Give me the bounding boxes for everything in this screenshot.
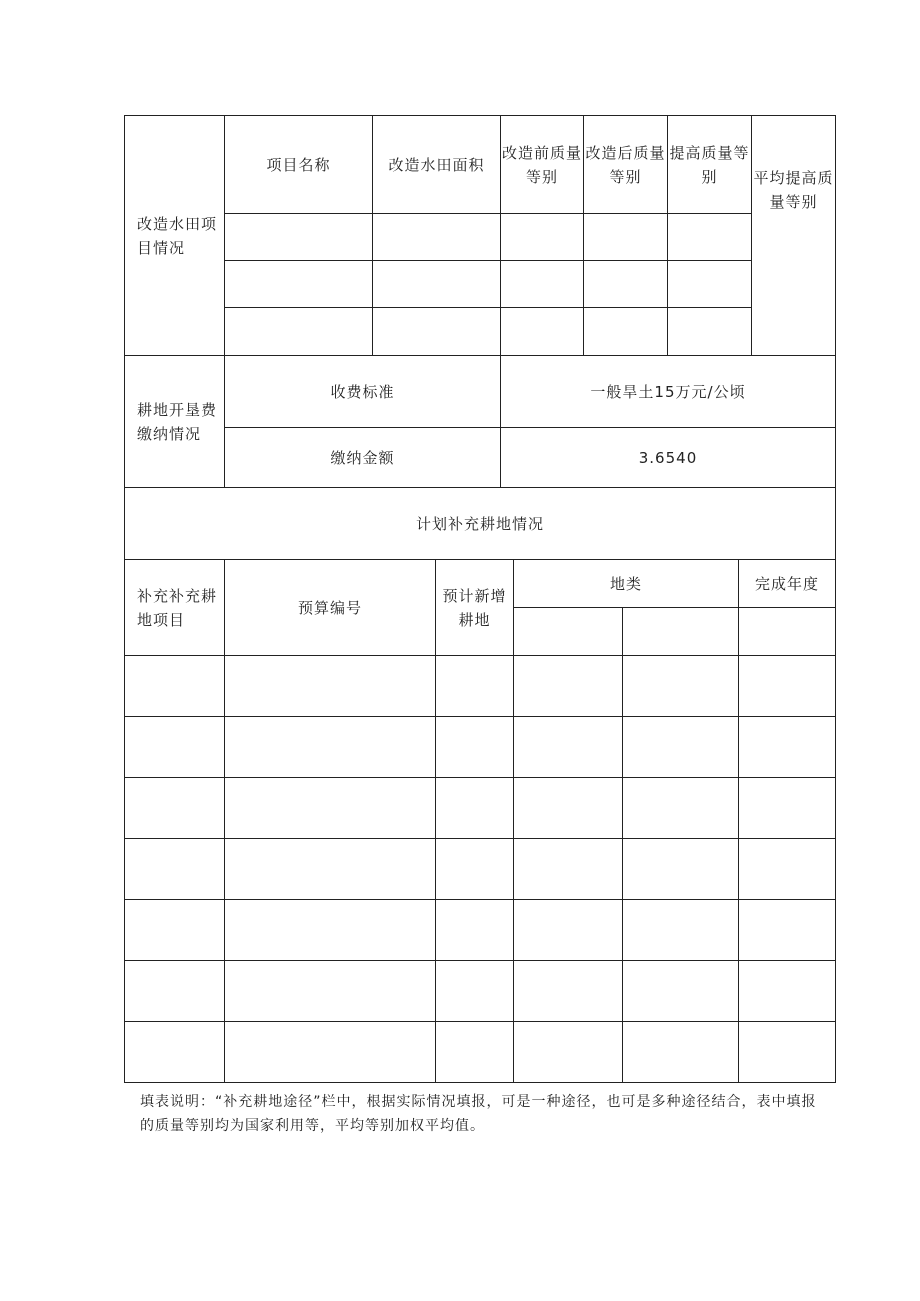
form-instructions: 填表说明：“补充耕地途径”栏中，根据实际情况填报，可是一种途径，也可是多种途径结合，表中填报的质量等别均为国家利用等，平均等别加权平均值。 [140,1094,817,1134]
header-project-name: 项目名称 [225,116,373,214]
plan-cell[interactable] [739,656,836,717]
plan-cell[interactable] [125,1022,225,1083]
plan-cell[interactable] [436,900,514,961]
paddy-cell[interactable] [668,214,752,261]
plan-row [125,656,836,717]
paddy-cell[interactable] [584,261,668,308]
plan-cell[interactable] [514,961,623,1022]
plan-cell[interactable] [225,656,436,717]
plan-cell[interactable] [436,1022,514,1083]
plan-cell[interactable] [514,656,623,717]
plan-cell[interactable] [514,839,623,900]
plan-row [125,1022,836,1083]
plan-cell[interactable] [623,717,739,778]
plan-cell[interactable] [125,839,225,900]
plan-cell[interactable] [623,1022,739,1083]
plan-cell[interactable] [623,961,739,1022]
paddy-cell[interactable] [225,261,373,308]
header-budget-number: 预算编号 [225,560,436,656]
plan-cell[interactable] [623,656,739,717]
form-sheet [124,115,835,1083]
plan-cell[interactable] [436,717,514,778]
plan-cell[interactable] [125,656,225,717]
plan-cell[interactable] [125,900,225,961]
plan-row [125,778,836,839]
header-quality-improved: 提高质量等别 [668,116,752,214]
paddy-cell[interactable] [373,308,501,356]
paddy-cell[interactable] [225,214,373,261]
paddy-cell[interactable] [501,261,584,308]
plan-row [125,961,836,1022]
land-type-sub-cell[interactable] [623,608,739,656]
header-avg-quality-improved: 平均提高质量等别 [752,116,836,356]
plan-cell[interactable] [225,778,436,839]
paddy-cell[interactable] [584,214,668,261]
plan-cell[interactable] [739,839,836,900]
plan-cell[interactable] [436,839,514,900]
plan-section-title: 计划补充耕地情况 [125,488,836,560]
paddy-cell[interactable] [373,261,501,308]
fee-standard-value: 一般旱土15万元/公顷 [501,356,836,428]
fee-standard-label: 收费标准 [225,356,501,428]
plan-cell[interactable] [436,961,514,1022]
plan-cell[interactable] [436,656,514,717]
plan-cell[interactable] [514,1022,623,1083]
plan-cell[interactable] [514,900,623,961]
header-supplement-project: 补充补充耕地项目 [125,560,225,656]
paddy-cell[interactable] [668,308,752,356]
paddy-cell[interactable] [373,214,501,261]
paddy-cell[interactable] [668,261,752,308]
plan-cell[interactable] [739,717,836,778]
paddy-cell[interactable] [225,308,373,356]
fee-section-label: 耕地开垦费缴纳情况 [125,356,225,488]
plan-cell[interactable] [739,778,836,839]
land-type-sub-cell[interactable] [514,608,623,656]
header-completion-year: 完成年度 [739,560,836,608]
plan-cell[interactable] [125,778,225,839]
plan-cell[interactable] [436,778,514,839]
plan-cell[interactable] [225,961,436,1022]
plan-cell[interactable] [514,778,623,839]
plan-cell[interactable] [125,717,225,778]
plan-cell[interactable] [225,900,436,961]
plan-cell[interactable] [225,1022,436,1083]
plan-cell[interactable] [739,961,836,1022]
fee-amount-label: 缴纳金额 [225,428,501,488]
header-quality-before: 改造前质量等别 [501,116,584,214]
paddy-cell[interactable] [584,308,668,356]
paddy-cell[interactable] [501,308,584,356]
plan-cell[interactable] [623,778,739,839]
plan-cell[interactable] [514,717,623,778]
plan-cell[interactable] [125,961,225,1022]
paddy-section-label: 改造水田项目情况 [125,116,225,356]
completion-year-sub-cell[interactable] [739,608,836,656]
paddy-fee-table [124,115,836,560]
fee-amount-value: 3.6540 [501,428,836,488]
plan-row [125,900,836,961]
plan-cell[interactable] [225,839,436,900]
plan-row [125,839,836,900]
paddy-cell[interactable] [501,214,584,261]
plan-cell[interactable] [739,900,836,961]
plan-cell[interactable] [623,839,739,900]
plan-cell[interactable] [623,900,739,961]
header-paddy-area: 改造水田面积 [373,116,501,214]
plan-cell[interactable] [225,717,436,778]
plan-cell[interactable] [739,1022,836,1083]
header-land-type: 地类 [514,560,739,608]
header-expected-new-land: 预计新增耕地 [436,560,514,656]
header-quality-after: 改造后质量等别 [584,116,668,214]
plan-row [125,717,836,778]
plan-table [124,559,836,1083]
